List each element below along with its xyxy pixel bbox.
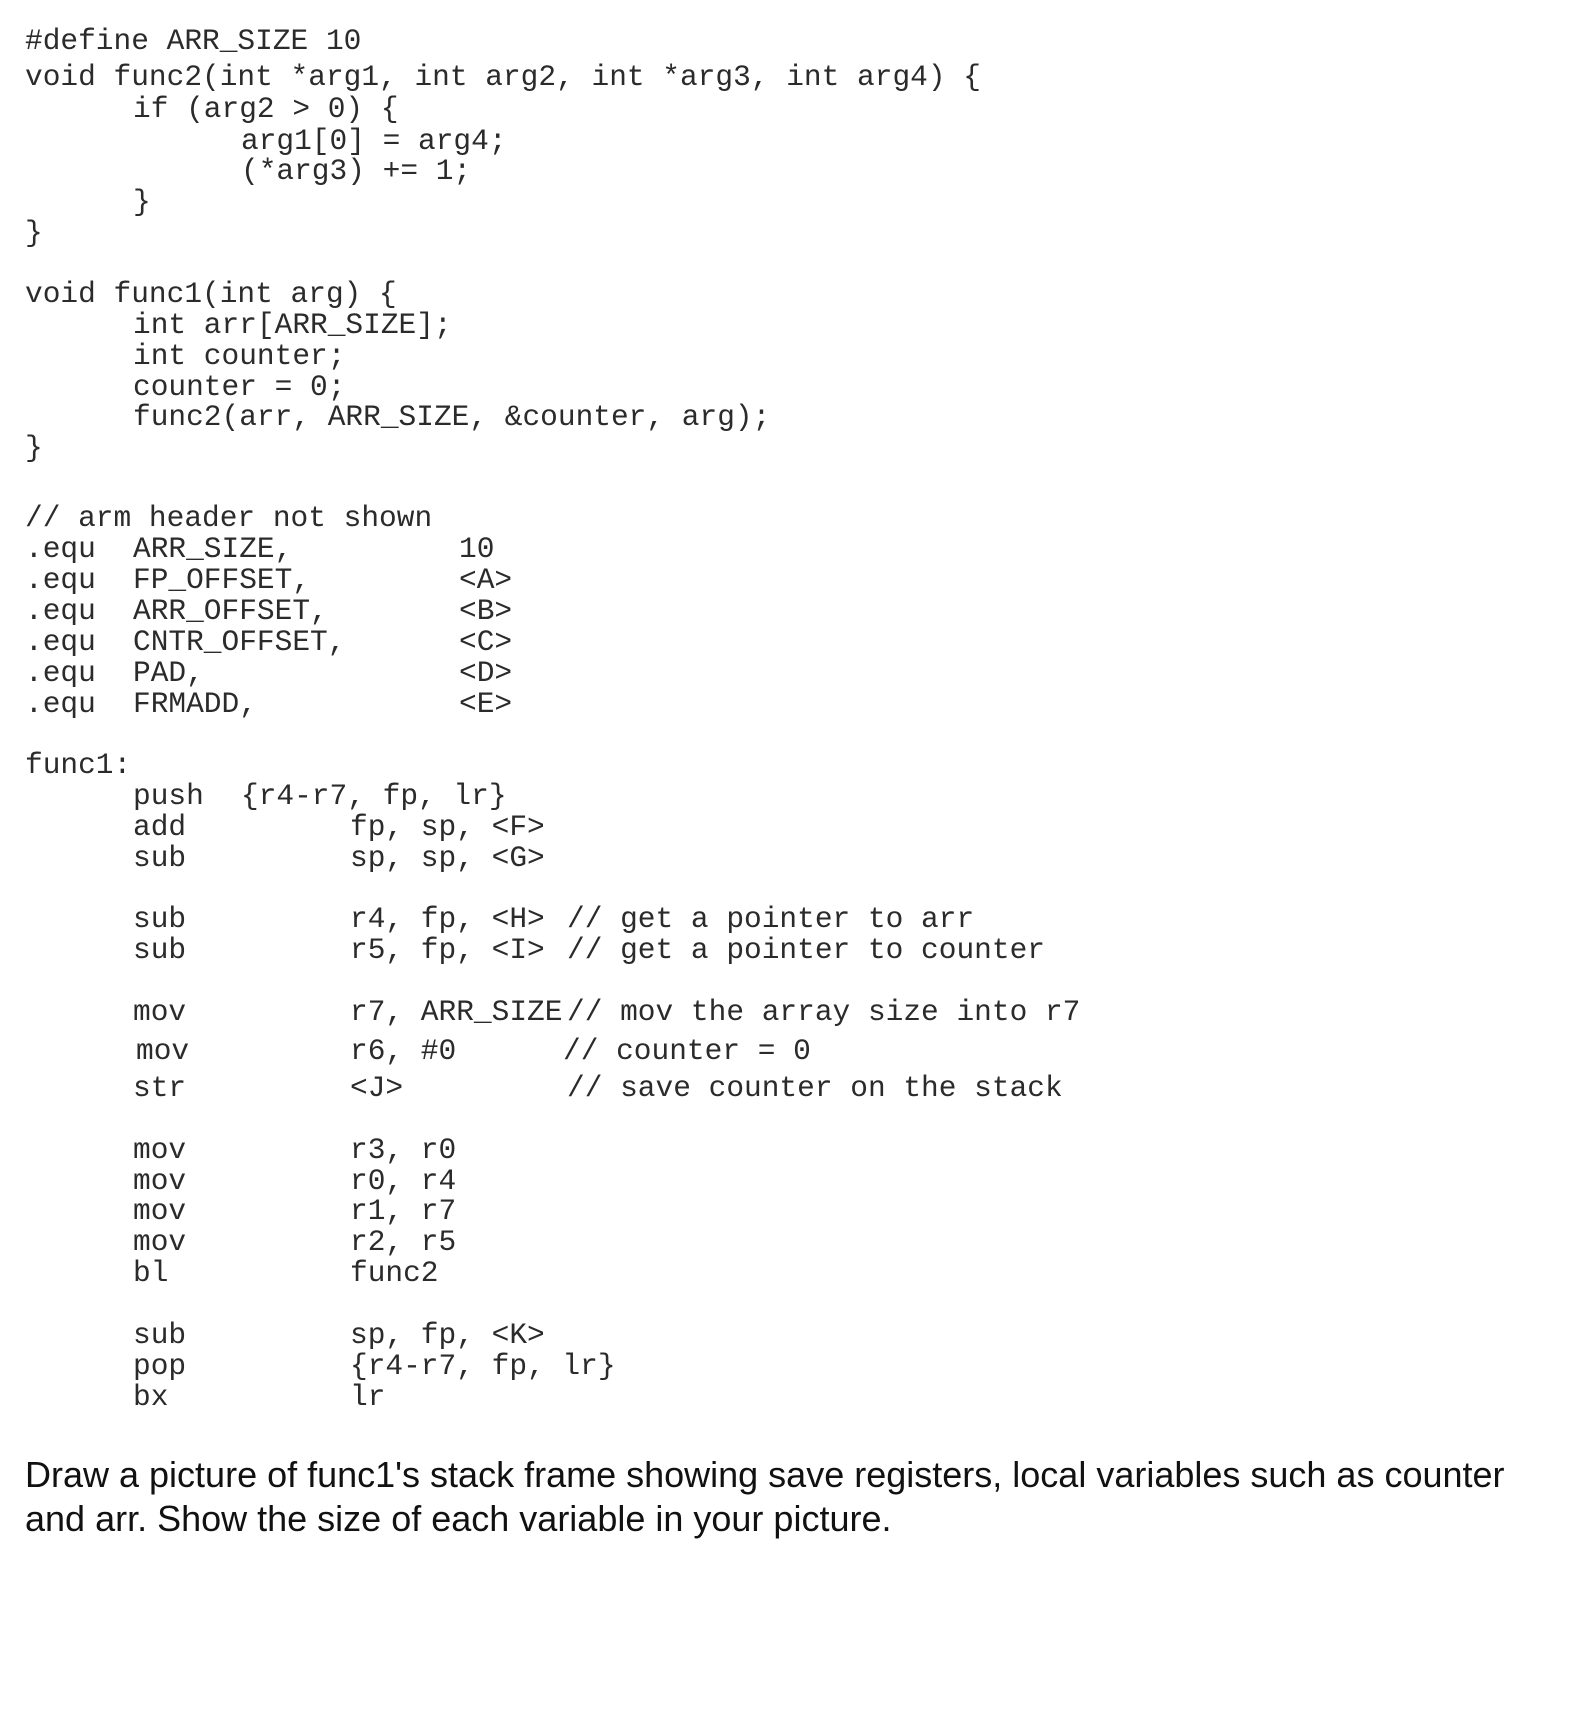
equ-directive: .equ <box>25 625 96 659</box>
equ-value: <C> <box>459 625 513 659</box>
question-line-1: Draw a picture of func1's stack frame showing save registers, local variables such as counter <box>25 1454 1505 1495</box>
func1-signature: void func1(int arg) { <box>25 277 397 311</box>
counter-decl: int counter; <box>133 339 346 373</box>
func2-close-brace: } <box>25 216 43 250</box>
instr-op: sub <box>133 902 187 936</box>
instr-op: mov <box>133 1164 187 1198</box>
instr-args: {r4-r7, fp, lr} <box>241 779 507 813</box>
instr-op: bl <box>133 1256 169 1290</box>
instr-args: fp, sp, <F> <box>350 810 545 844</box>
instr-args: r2, r5 <box>350 1225 457 1259</box>
func2-call: func2(arr, ARR_SIZE, &counter, arg); <box>133 400 771 434</box>
equ-name: FP_OFFSET, <box>133 563 311 597</box>
func2-signature: void func2(int *arg1, int arg2, int *arg3, int arg4) { <box>25 60 981 94</box>
equ-value: <B> <box>459 594 513 628</box>
equ-value: <D> <box>459 656 513 690</box>
instr-args: r1, r7 <box>350 1194 457 1228</box>
equ-name: ARR_OFFSET, <box>133 594 328 628</box>
instr-args: r4, fp, <H> <box>350 902 545 936</box>
instr-args: r0, r4 <box>350 1164 457 1198</box>
instr-args: {r4-r7, fp, lr} <box>350 1349 616 1383</box>
assign-line: arg1[0] = arg4; <box>241 124 507 158</box>
counter-init: counter = 0; <box>133 370 346 404</box>
equ-directive: .equ <box>25 594 96 628</box>
instr-op: bx <box>133 1380 169 1414</box>
instr-args: r6, #0 <box>350 1034 457 1068</box>
instr-comment: // mov the array size into r7 <box>567 995 1081 1029</box>
increment-line: (*arg3) += 1; <box>241 154 472 188</box>
if-close-brace: } <box>133 185 151 219</box>
instr-op: add <box>133 810 187 844</box>
equ-name: FRMADD, <box>133 687 257 721</box>
equ-value: <E> <box>459 687 513 721</box>
instr-args: lr <box>350 1380 386 1414</box>
instr-args: func2 <box>350 1256 439 1290</box>
define-line: #define ARR_SIZE 10 <box>25 24 362 58</box>
question-line-2: and arr. Show the size of each variable in your picture. <box>25 1498 892 1539</box>
instr-op: pop <box>133 1349 187 1383</box>
instr-args: r5, fp, <I> <box>350 933 545 967</box>
instr-op: mov <box>133 1133 187 1167</box>
equ-directive: .equ <box>25 656 96 690</box>
instr-args: <J> <box>350 1071 404 1105</box>
instr-op: mov <box>133 995 187 1029</box>
instr-op: str <box>133 1071 187 1105</box>
equ-directive: .equ <box>25 687 96 721</box>
equ-value: <A> <box>459 563 513 597</box>
instr-comment: // get a pointer to arr <box>567 902 975 936</box>
instr-args: r7, ARR_SIZE <box>350 995 563 1029</box>
equ-name: ARR_SIZE, <box>133 532 293 566</box>
arr-decl: int arr[ARR_SIZE]; <box>133 308 452 342</box>
func1-label: func1: <box>25 748 132 782</box>
equ-value: 10 <box>459 532 495 566</box>
func1-close-brace: } <box>25 431 43 465</box>
equ-directive: .equ <box>25 532 96 566</box>
instr-op: sub <box>133 841 187 875</box>
instr-args: sp, sp, <G> <box>350 841 545 875</box>
if-line: if (arg2 > 0) { <box>133 92 399 126</box>
instr-args: sp, fp, <K> <box>350 1318 545 1352</box>
instr-op: mov <box>133 1225 187 1259</box>
instr-comment: // get a pointer to counter <box>567 933 1045 967</box>
equ-name: PAD, <box>133 656 204 690</box>
instr-op: push <box>133 779 204 813</box>
instr-op: mov <box>133 1194 187 1228</box>
equ-name: CNTR_OFFSET, <box>133 625 346 659</box>
instr-op: sub <box>133 1318 187 1352</box>
instr-op: mov <box>136 1034 190 1068</box>
instr-args: r3, r0 <box>350 1133 457 1167</box>
instr-comment: // save counter on the stack <box>567 1071 1063 1105</box>
equ-directive: .equ <box>25 563 96 597</box>
instr-op: sub <box>133 933 187 967</box>
arm-header-comment: // arm header not shown <box>25 501 433 535</box>
instr-comment: // counter = 0 <box>563 1034 811 1068</box>
